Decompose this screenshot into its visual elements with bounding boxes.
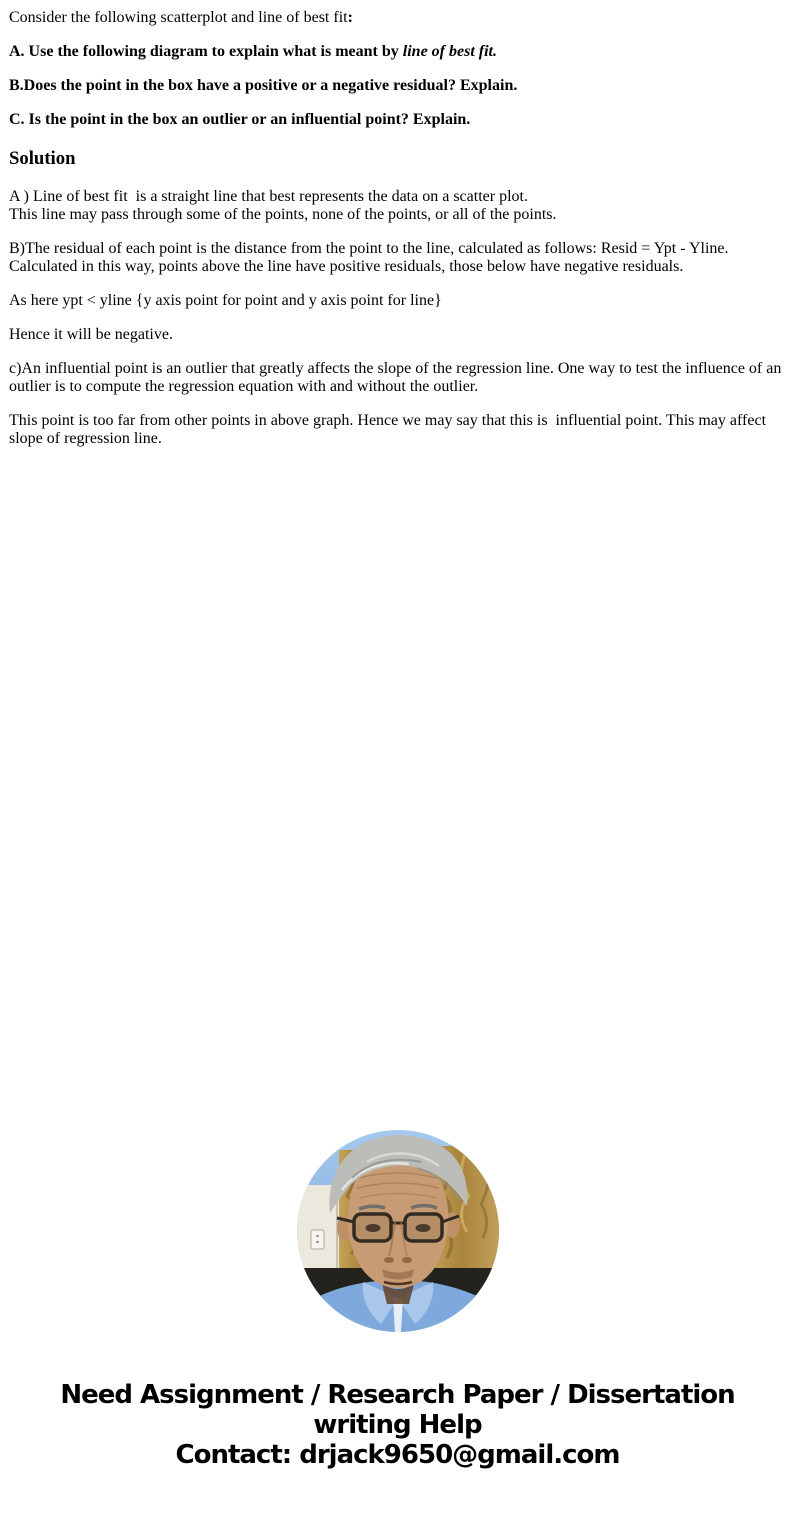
question-c: [9, 111, 786, 129]
question-b-text: B.Does the point in the box have a positive or a negative residual? Explain.: [9, 77, 518, 94]
question-a-text: A. Use the following diagram to explain what is meant by: [9, 43, 403, 60]
photo-eye-right: [415, 1224, 430, 1232]
question-c-text: C. Is the point in the box an outlier or an influential point? Explain.: [9, 111, 471, 128]
photo-nostril-right: [402, 1257, 412, 1263]
solution-paragraph-negative: [9, 326, 786, 344]
question-a-emphasis: line of best fit.: [402, 43, 497, 60]
photo-wall-outlet: [311, 1230, 324, 1249]
photo-eye-left: [365, 1224, 380, 1232]
paragraph-line: B)The residual of each point is the distance from the point to the line, calculated as follows: Resid = Ypt - Yline.: [9, 240, 729, 258]
intro-line: [9, 9, 786, 27]
solution-paragraph-influential: [9, 412, 786, 448]
photo-nostril-left: [384, 1257, 394, 1263]
solution-paragraph-b: [9, 240, 786, 276]
solution-paragraph-ypt: [9, 292, 786, 310]
solution-paragraph-c: [9, 360, 786, 396]
paragraph-line: slope of regression line.: [9, 430, 162, 448]
footer-contact-line: Contact: drjack9650@gmail.com: [175, 1440, 620, 1471]
footer-line-1: Need Assignment / Research Paper / Dissertation: [60, 1380, 735, 1411]
intro-colon: :: [347, 9, 353, 26]
intro-text: Consider the following scatterplot and line of best fit: [9, 9, 348, 26]
paragraph-line: Hence it will be negative.: [9, 326, 173, 344]
paragraph-line: Calculated in this way, points above the line have positive residuals, those below have negative residuals.: [9, 258, 684, 276]
tutor-avatar-image: [297, 1130, 499, 1332]
paragraph-line: A ) Line of best fit is a straight line that best represents the data on a scatter plot.: [9, 188, 528, 206]
question-b: [9, 77, 786, 95]
solution-paragraph-a: [9, 188, 786, 224]
tutor-avatar: [9, 1130, 786, 1332]
solution-heading: Solution: [9, 147, 76, 169]
question-a: [9, 43, 786, 61]
paragraph-line: outlier is to compute the regression equation with and without the outlier.: [9, 378, 479, 396]
footer-line-2: writing Help: [313, 1410, 482, 1441]
paragraph-line: As here ypt < yline {y axis point for point and y axis point for line}: [9, 292, 442, 310]
footer-banner: [9, 1380, 786, 1470]
paragraph-line: This point is too far from other points in above graph. Hence we may say that this is influential point. This may affect: [9, 412, 767, 430]
paragraph-line: c)An influential point is an outlier that greatly affects the slope of the regression line. One way to test the influence of an: [9, 360, 782, 378]
paragraph-line: This line may pass through some of the points, none of the points, or all of the points.: [9, 206, 557, 224]
